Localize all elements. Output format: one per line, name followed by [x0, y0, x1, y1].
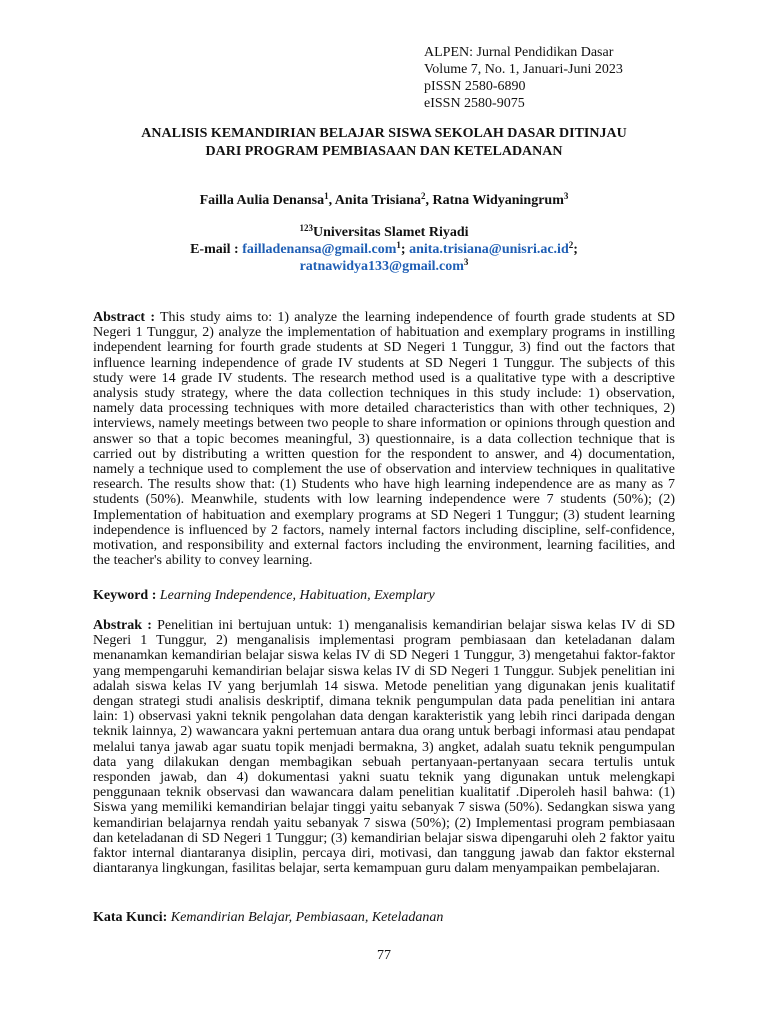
abstrak-label: Abstrak : — [93, 618, 152, 633]
email-label: E-mail : — [190, 242, 243, 257]
abstrak-text: Penelitian ini bertujuan untuk: 1) menganalisis kemandirian belajar siswa kelas IV di SD Negeri 1 Tunggur, 2) menganalisis implementasi program pembiasaan dan keteladanan dalam menanamkan kemandirian belajar siswa kelas IV di SD Negeri 1 Tunggur, 3) mengetahui faktor-faktor yang mempengaruhi kemandirian belajar siswa kelas IV di SD Negeri 1 Tunggur. Subjek penelitian ini adalah siswa kelas IV yang berjumlah 14 siswa. Metode penelitian yang digunakan jenis kualitatif dengan strategi studi analisis deskriptif, dimana teknik pengumpulan data pada penelitian ini antara lain: 1) observasi yakni teknik pengolahan data dengan karakteristik yang lebih rinci daripada dengan teknik lainnya, 2) wawancara yakni pertemuan antara dua orang untuk berbagi informasi atau pendapat melalui tanya jawab agar suatu topik menjadi bermakna, 3) angket, adalah suatu teknik pengumpulan data yang dilakukan dengan membagikan sebuah pertanyaan-pertanyaan secara tertulis untuk responden jawab, dan 4) dokumentasi yakni suatu teknik yang digunakan untuk melengkapi penggunaan teknik observasi dan wawancara dalam penelitian kualitatif .Diperoleh hasil bahwa: (1) Siswa yang memiliki kemandirian belajar tinggi yaitu sebanyak 7 siswa (50%). Sedangkan siswa yang kemandirian belajarnya rendah yaitu sebanyak 7 siswa (50%); (2) Implementasi program pembiasaan dan keteladanan di SD Negeri 1 Tunggur; (3) kemandirian belajar siswa dipengaruhi oleh 2 faktor yaitu faktor internal diantaranya disiplin, percaya diri, motivasi, dan tanggung jawab dan faktor eksternal diantaranya lingkungan, fasilitas belajar, serta kemampuan guru dalam menyampaikan pembelajaran. — [93, 618, 675, 877]
author-list: Failla Aulia Denansa$^1$, Anita Trisiana$^2$, Ratna Widyaningrum$^3$ — [199, 191, 569, 208]
email-line-2: ratnawidya133@gmail.com$^3$ — [299, 257, 469, 274]
author-sup: 3 — [563, 191, 569, 201]
title-line-1: ANALISIS KEMANDIRIAN BELAJAR SISWA SEKOLAH DASAR DITINJAU — [141, 126, 627, 141]
email-link[interactable]: anita.trisiana@unisri.ac.id — [409, 242, 569, 257]
title-line-2: DARI PROGRAM PEMBIASAAN DAN KETELADANAN — [205, 144, 563, 159]
email-link[interactable]: ratnawidya133@gmail.com — [299, 259, 464, 274]
affiliation — [80, 224, 688, 241]
kata-kunci-label: Kata Kunci: — [93, 910, 168, 925]
journal-name: ALPEN: Jurnal Pendidikan Dasar — [424, 45, 614, 60]
author-name: Failla Aulia Denansa — [199, 193, 325, 208]
affiliation-sup: 123 — [299, 223, 313, 233]
journal-volume: Volume 7, No. 1, Januari-Juni 2023 — [424, 62, 623, 77]
author-sup: 1 — [324, 191, 329, 201]
keywords-english — [93, 588, 675, 604]
email-link[interactable]: failladenansa@gmail.com — [242, 242, 397, 257]
author-sup: 2 — [421, 191, 426, 201]
journal-pissn: pISSN 2580-6890 — [424, 79, 526, 94]
journal-info — [424, 44, 623, 112]
abstract-label: Abstract : — [93, 310, 155, 325]
journal-eissn: eISSN 2580-9075 — [424, 96, 525, 111]
kata-kunci-values: Kemandirian Belajar, Pembiasaan, Keteladanan — [167, 910, 444, 925]
author-name: Anita Trisiana — [334, 193, 422, 208]
page-number: 77 — [377, 948, 391, 963]
email-line-1: E-mail : failladenansa@gmail.com$^1$; $anita.trisiana@unisri.ac.id^2$; — [190, 240, 578, 257]
author-name: Ratna Widyaningrum — [432, 193, 564, 208]
abstract-english — [93, 310, 675, 568]
affiliation-name: Universitas Slamet Riyadi — [312, 225, 469, 240]
affiliation-block — [80, 224, 688, 275]
keywords-indonesian — [93, 910, 675, 926]
keyword-label: Keyword : — [93, 588, 157, 603]
abstract-text: This study aims to: 1) analyze the learning independence of fourth grade students at SD Negeri 1 Tunggur, 2) analyze the implementation of habituation and exemplary programs in instilling independent learning for fourth grade students at SD Negeri 1 Tunggur, 3) find out the factors that influence learning independence of grade IV students at SD Negeri 1 Tunggur. The subjects of this study were 14 grade IV students. The research method used is a qualitative type with a descriptive analysis study strategy, where the data collection techniques in this study include: 1) observation, namely data processing techniques with more detailed characteristics than with other techniques, 2) interviews, namely meetings between two people to share information or opinions through question and answer so that a topic becomes meaningful, 3) questionnaire, is a data collection technique that is carried out by distributing a written question for the respondent to answer, and 4) documentation, namely a technique used to complement the use of observation and interview techniques in qualitative research. The results show that: (1) Students who have high learning independence are as many as 7 students (50%). Meanwhile, students with low learning independence were 7 students (50%); (2) Implementation of habituation and exemplary programs at SD Negeri 1 Tunggur; (3) student learning independence is influenced by 2 factors, namely internal factors including discipline, self-confidence, motivation, and responsibility and external factors including the environment, learning facilities, and the teacher's ability to convey learning. — [93, 310, 675, 569]
abstract-indonesian — [93, 618, 675, 876]
paper-title — [80, 125, 688, 161]
keyword-values: Learning Independence, Habituation, Exemplary — [156, 588, 435, 603]
